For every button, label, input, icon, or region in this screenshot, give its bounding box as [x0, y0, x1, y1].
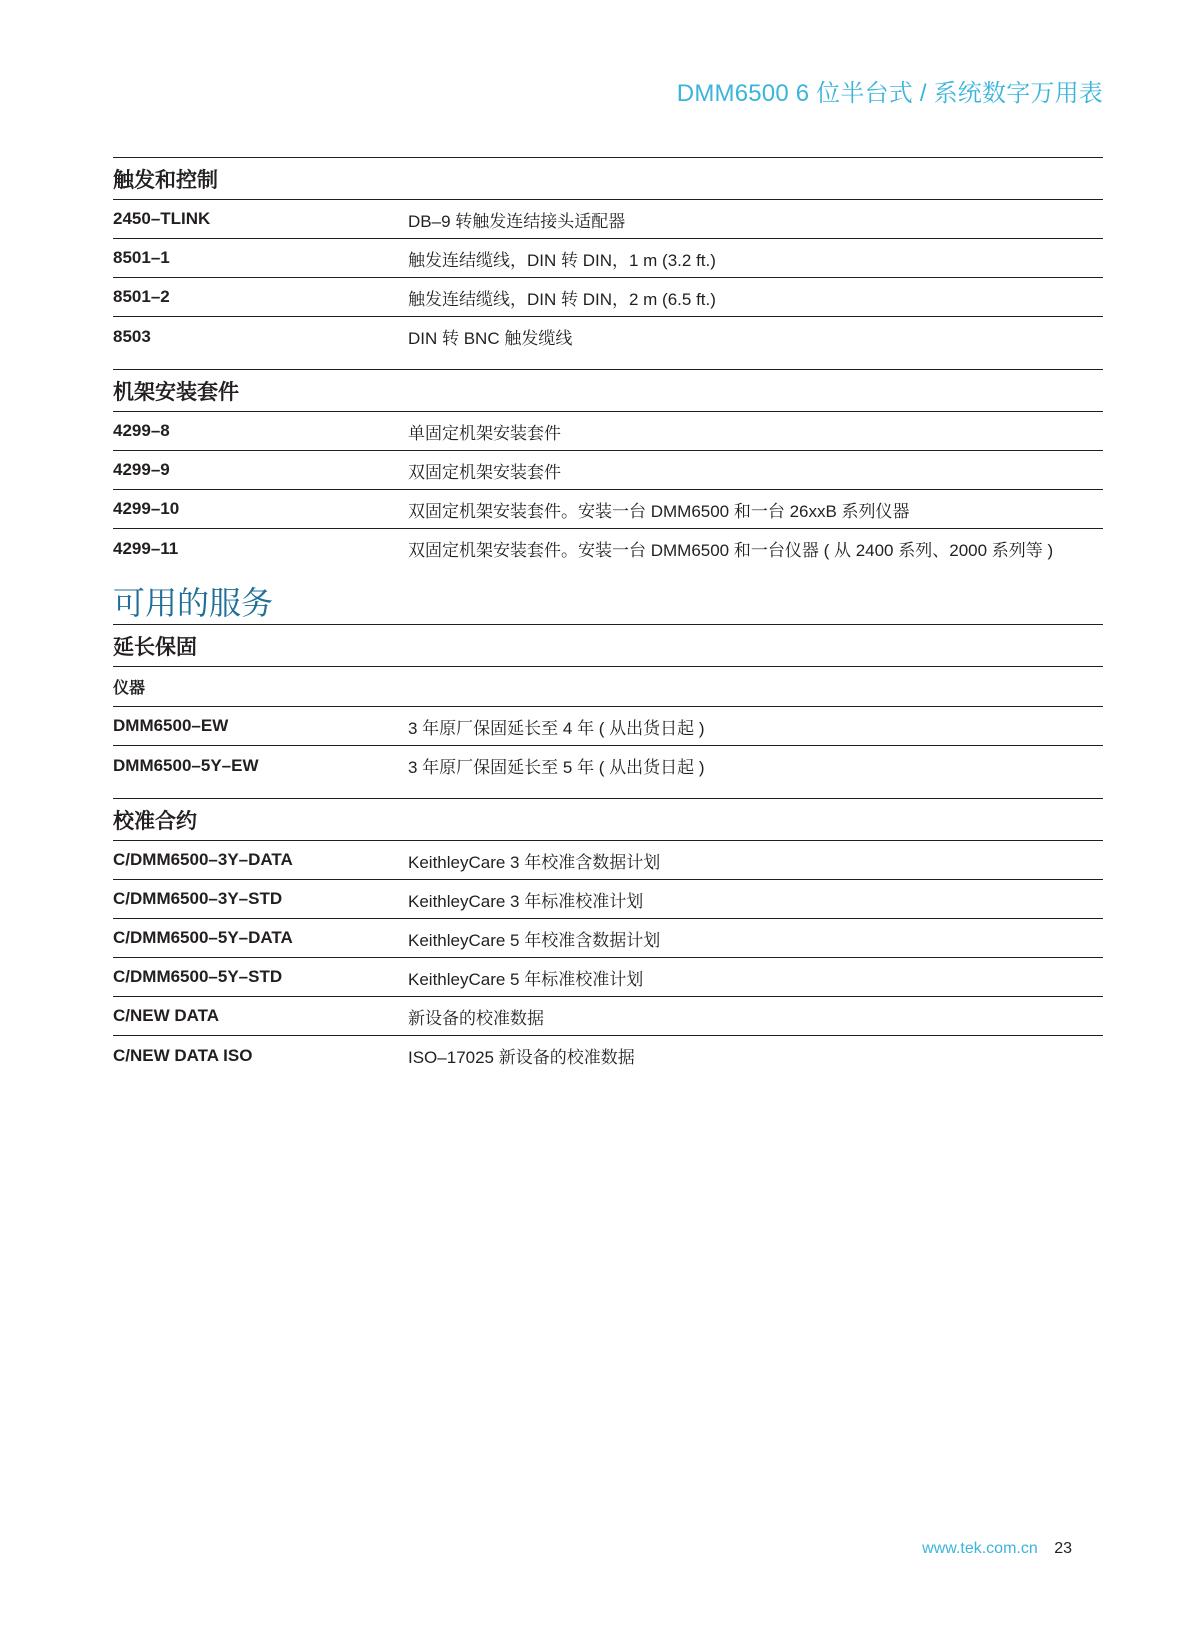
- document-header-title: DMM6500 6 位半台式 / 系统数字万用表: [676, 80, 1103, 107]
- part-number: 4299–9: [113, 460, 170, 479]
- part-description: ISO–17025 新设备的校准数据: [408, 1048, 635, 1067]
- part-description: DB–9 转触发连结接头适配器: [408, 211, 626, 231]
- part-description: KeithleyCare 5 年校准含数据计划: [408, 930, 661, 950]
- table-row: [113, 412, 1103, 451]
- footer-url-link[interactable]: www.tek.com.cn: [922, 1540, 1038, 1557]
- section-title-warranty: 延长保固: [113, 624, 1103, 667]
- subsection-title-instrument: 仪器: [113, 667, 1103, 707]
- part-number: C/NEW DATA: [113, 1006, 220, 1025]
- table-row: [113, 707, 1103, 746]
- part-description: 3 年原厂保固延长至 5 年 ( 从出货日起 ): [408, 758, 705, 777]
- part-number: C/DMM6500–5Y–STD: [113, 967, 283, 986]
- calibration-section: [113, 798, 1103, 1075]
- part-description: 触发连结缆线，DIN 转 DIN，1 m (3.2 ft.): [408, 250, 716, 270]
- part-number: C/DMM6500–5Y–DATA: [113, 928, 293, 947]
- part-description: 双固定机架安装套件。安装一台 DMM6500 和一台 26xxB 系列仪器: [408, 501, 910, 521]
- part-number: DMM6500–5Y–EW: [113, 755, 259, 775]
- part-number: 4299–11: [113, 538, 179, 558]
- table-row: [113, 841, 1103, 880]
- page-footer: [922, 1540, 1072, 1558]
- warranty-section: [113, 624, 1103, 785]
- part-number: C/NEW DATA ISO: [113, 1045, 253, 1065]
- table-row: [113, 451, 1103, 490]
- part-number: DMM6500–EW: [113, 716, 229, 735]
- table-row: [113, 239, 1103, 278]
- table-row: [113, 997, 1103, 1036]
- table-row: [113, 317, 1103, 356]
- part-description: KeithleyCare 3 年校准含数据计划: [408, 852, 661, 872]
- part-description: DIN 转 BNC 触发缆线: [408, 329, 573, 348]
- table-row: [113, 919, 1103, 958]
- section-title-trigger: 触发和控制: [113, 157, 1103, 200]
- trigger-control-section: [113, 157, 1103, 356]
- page-content: [113, 157, 1103, 1075]
- table-row: [113, 958, 1103, 997]
- part-description: 触发连结缆线，DIN 转 DIN，2 m (6.5 ft.): [408, 289, 716, 309]
- page-number: 23: [1054, 1540, 1072, 1557]
- section-title-calibration: 校准合约: [113, 798, 1103, 841]
- part-number: 4299–8: [113, 421, 170, 440]
- part-number: 2450–TLINK: [113, 209, 211, 228]
- part-number: 8503: [113, 326, 151, 346]
- part-description: 3 年原厂保固延长至 4 年 ( 从出货日起 ): [408, 718, 705, 738]
- part-description: 双固定机架安装套件: [408, 462, 561, 482]
- table-row: [113, 490, 1103, 529]
- table-row: [113, 200, 1103, 239]
- table-row: [113, 746, 1103, 785]
- table-row: [113, 880, 1103, 919]
- rack-mount-section: [113, 369, 1103, 568]
- part-description: KeithleyCare 5 年标准校准计划: [408, 969, 644, 989]
- part-number: 8501–1: [113, 248, 170, 267]
- part-number: C/DMM6500–3Y–STD: [113, 889, 283, 908]
- part-number: C/DMM6500–3Y–DATA: [113, 850, 293, 869]
- services-title: 可用的服务: [113, 585, 274, 621]
- section-title-rack: 机架安装套件: [113, 369, 1103, 412]
- table-row: [113, 1036, 1103, 1075]
- part-number: 8501–2: [113, 287, 170, 306]
- table-row: [113, 529, 1103, 568]
- part-number: 4299–10: [113, 499, 180, 518]
- table-row: [113, 278, 1103, 317]
- part-description: 新设备的校准数据: [408, 1008, 544, 1028]
- part-description: 双固定机架安装套件。安装一台 DMM6500 和一台仪器 ( 从 2400 系列、2000 系列等 ): [408, 541, 1054, 560]
- part-description: KeithleyCare 3 年标准校准计划: [408, 891, 644, 911]
- part-description: 单固定机架安装套件: [408, 423, 561, 443]
